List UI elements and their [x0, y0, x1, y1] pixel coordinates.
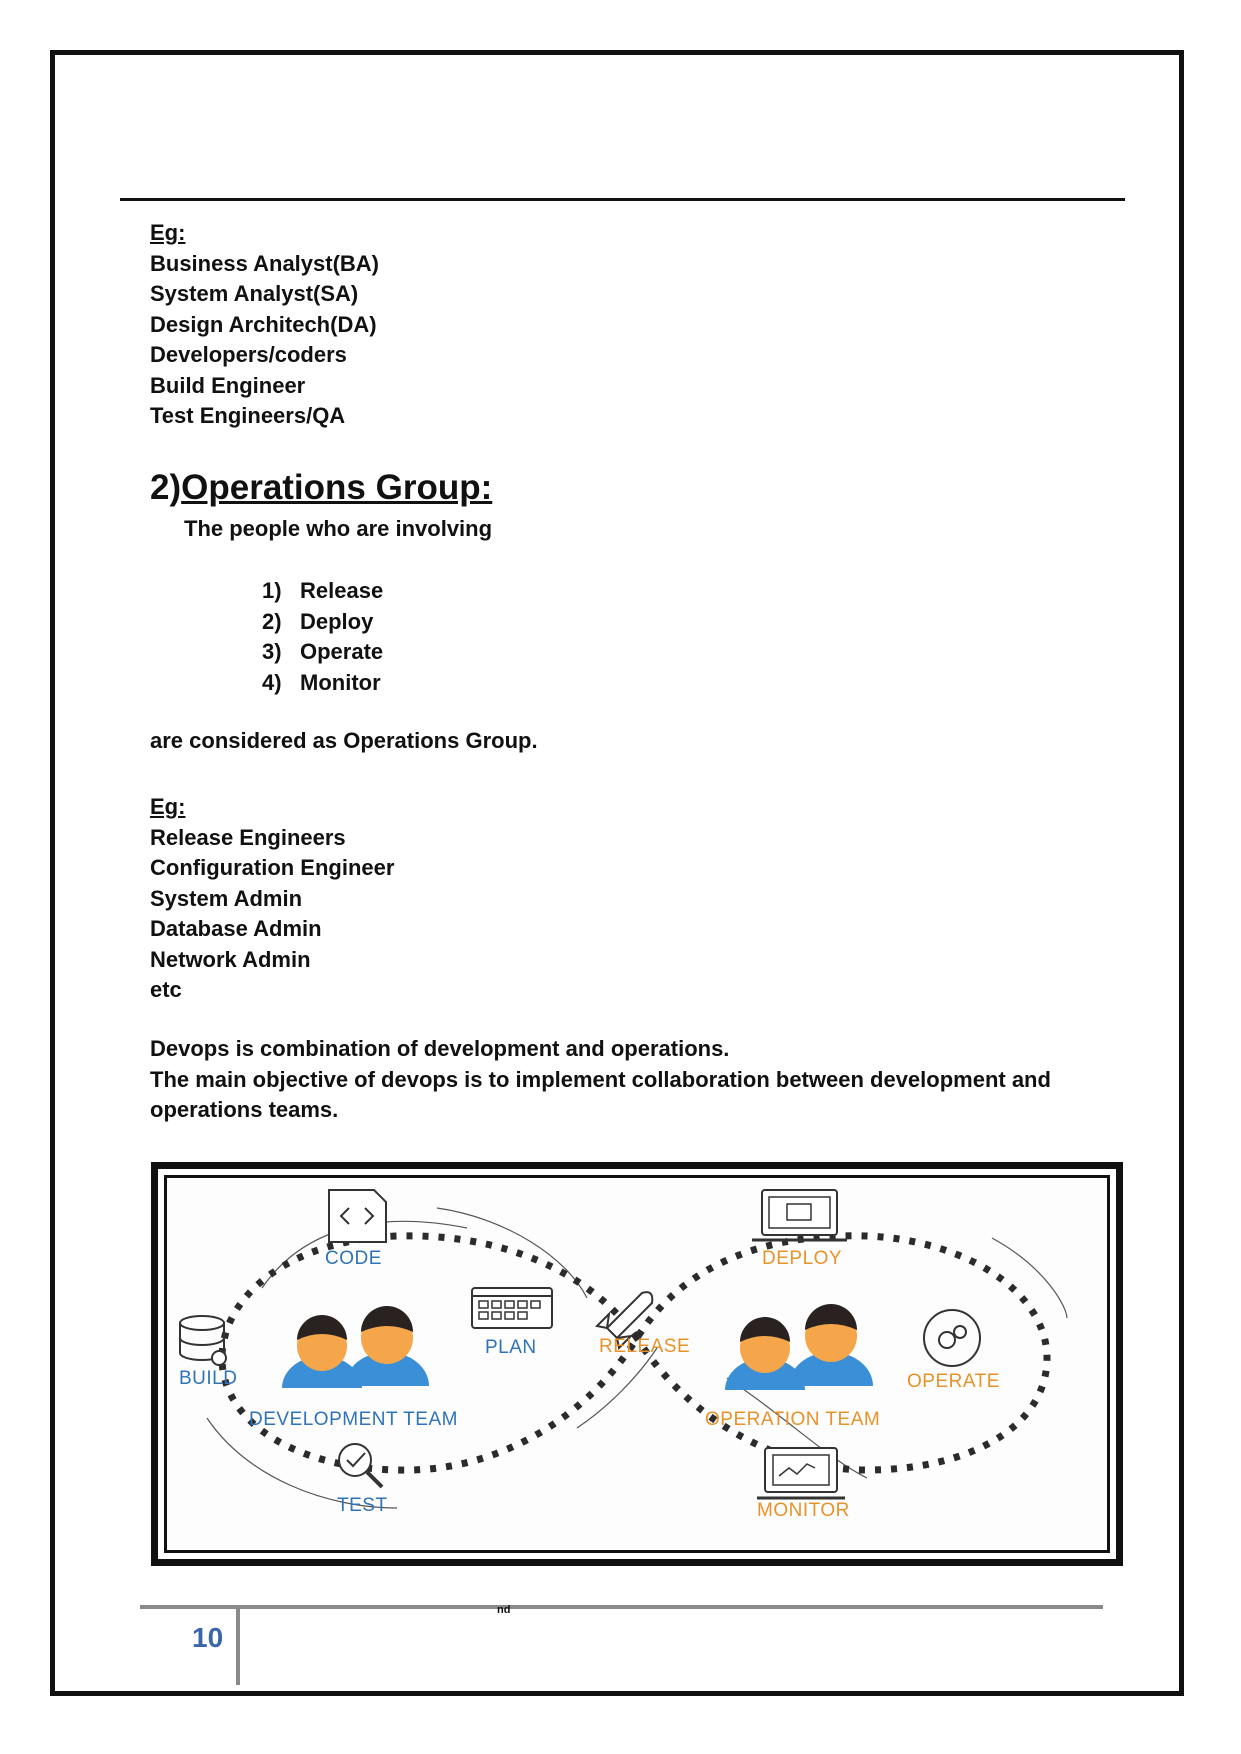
operations-intro: The people who are involving [184, 516, 493, 541]
code-icon [329, 1190, 386, 1242]
devops-diagram [151, 1162, 1123, 1566]
ops-examples [150, 792, 394, 1006]
ops-example-item: etc [150, 977, 182, 1002]
step-item: 2) Deploy [262, 608, 374, 634]
dev-example-item: Developers/coders [150, 342, 347, 367]
devops-summary [150, 1034, 1051, 1126]
diagram-canvas [164, 1175, 1110, 1553]
operations-number: 2) [150, 468, 182, 507]
devops-line: operations teams. [150, 1097, 339, 1122]
dev-eg-heading: Eg: [150, 220, 186, 245]
footer-note: nd [497, 1604, 511, 1616]
ops-team-icon [725, 1304, 873, 1390]
step-item: 1) Release [262, 578, 384, 603]
dev-examples [150, 218, 379, 432]
step-item: 4) Monitor [262, 669, 381, 695]
label-monitor: MONITOR [757, 1500, 850, 1521]
label-deploy: DEPLOY [762, 1248, 843, 1269]
operations-steps [262, 576, 383, 698]
label-plan: PLAN [485, 1337, 537, 1358]
ops-example-item: Configuration Engineer [150, 855, 395, 880]
devops-line: The main objective of devops is to implement collaboration between development and [150, 1066, 1051, 1092]
dev-example-item: Design Architech(DA) [150, 311, 377, 337]
operations-heading [150, 466, 492, 510]
ops-eg-heading: Eg: [150, 794, 186, 819]
laptop-icon [752, 1190, 847, 1240]
label-build: BUILD [179, 1368, 238, 1389]
label-ops-team: OPERATION TEAM [705, 1409, 881, 1430]
calendar-icon [472, 1288, 552, 1328]
guide-line [577, 1348, 657, 1428]
guide-line [437, 1208, 587, 1298]
ops-example-item: System Admin [150, 885, 303, 911]
monitor-icon [757, 1448, 845, 1498]
operations-conclusion: are considered as Operations Group. [150, 728, 538, 753]
header-divider [120, 198, 1125, 201]
label-dev-team: DEVELOPMENT TEAM [249, 1409, 458, 1430]
dev-example-item: Build Engineer [150, 372, 306, 398]
database-icon [180, 1316, 226, 1365]
label-test: TEST [337, 1495, 388, 1516]
dev-team-icon [282, 1306, 429, 1388]
label-release: RELEASE [599, 1336, 691, 1357]
page-number: 10 [192, 1622, 224, 1653]
devops-loop-svg [167, 1178, 1106, 1549]
ops-example-item: Release Engineers [150, 824, 346, 850]
label-operate: OPERATE [907, 1371, 1000, 1392]
dev-example-item: Test Engineers/QA [150, 403, 346, 428]
magnifier-check-icon [339, 1444, 382, 1487]
operations-title: Operations Group: [181, 468, 493, 507]
dev-example-item: Business Analyst(BA) [150, 250, 380, 276]
gears-icon [924, 1310, 980, 1366]
footer-vertical-divider [236, 1605, 240, 1685]
step-item: 3) Operate [262, 639, 384, 664]
label-code: CODE [325, 1248, 382, 1269]
ops-example-item: Network Admin [150, 946, 311, 972]
ops-example-item: Database Admin [150, 916, 322, 941]
footer-divider [140, 1605, 1103, 1609]
devops-line: Devops is combination of development and operations. [150, 1036, 730, 1061]
dev-example-item: System Analyst(SA) [150, 281, 359, 306]
